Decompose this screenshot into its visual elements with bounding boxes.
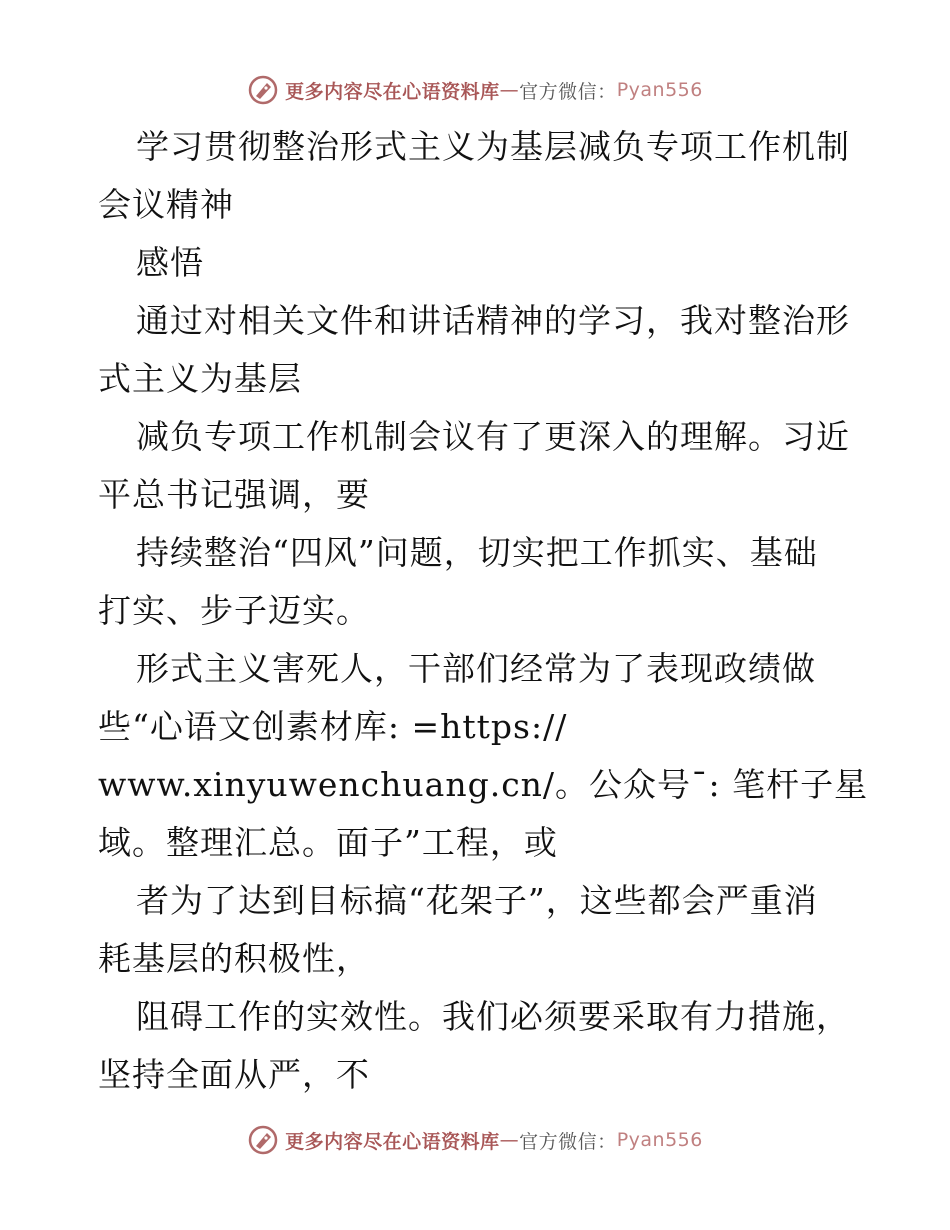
text-line: 式主义为基层 — [98, 359, 302, 398]
text-line: 形式主义害死人，干部们经常为了表现政绩做 — [136, 649, 816, 688]
banner-brand: 更多内容尽在心语资料库 — [285, 1130, 500, 1153]
text-line: 学习贯彻整治形式主义为基层减负专项工作机制 — [136, 127, 850, 166]
text-line: 减负专项工作机制会议有了更深入的理解。习近 — [136, 417, 850, 456]
document-body — [98, 118, 869, 1104]
text-line: 阻碍工作的实效性。我们必须要采取有力措施， — [136, 997, 850, 1036]
text-line: 坚持全面从严，不 — [98, 1055, 370, 1094]
text-line: www.xinyuwenchuang.cn/。公众号¯: 笔杆子星 — [98, 765, 869, 804]
footer-watermark-banner — [0, 1120, 950, 1160]
banner-wechat-id: Pyan556 — [616, 79, 703, 101]
banner-official-label: 官方微信： — [519, 1130, 617, 1153]
banner-official-label: 官方微信： — [519, 80, 617, 103]
text-line: 耗基层的积极性， — [98, 939, 370, 978]
banner-separator: — — [499, 79, 520, 101]
text-line: 些“心语文创素材库: =https:// — [98, 707, 568, 746]
banner-brand: 更多内容尽在心语资料库 — [285, 80, 500, 103]
banner-wechat-id: Pyan556 — [616, 1129, 703, 1151]
text-line: 感悟 — [136, 243, 204, 282]
banner-separator: — — [499, 1129, 520, 1151]
text-line: 打实、步子迈实。 — [98, 591, 370, 630]
text-line: 持续整治“四风”问题，切实把工作抓实、基础 — [136, 533, 818, 572]
text-line: 会议精神 — [98, 185, 234, 224]
text-line: 平总书记强调，要 — [98, 475, 370, 514]
text-line: 域。整理汇总。面子”工程，或 — [98, 823, 558, 862]
pen-nib-logo-icon — [247, 74, 279, 106]
header-watermark-banner — [0, 70, 950, 110]
text-line: 者为了达到目标搞“花架子”，这些都会严重消 — [136, 881, 818, 920]
text-line: 通过对相关文件和讲话精神的学习，我对整治形 — [136, 301, 850, 340]
pen-nib-logo-icon — [247, 1124, 279, 1156]
